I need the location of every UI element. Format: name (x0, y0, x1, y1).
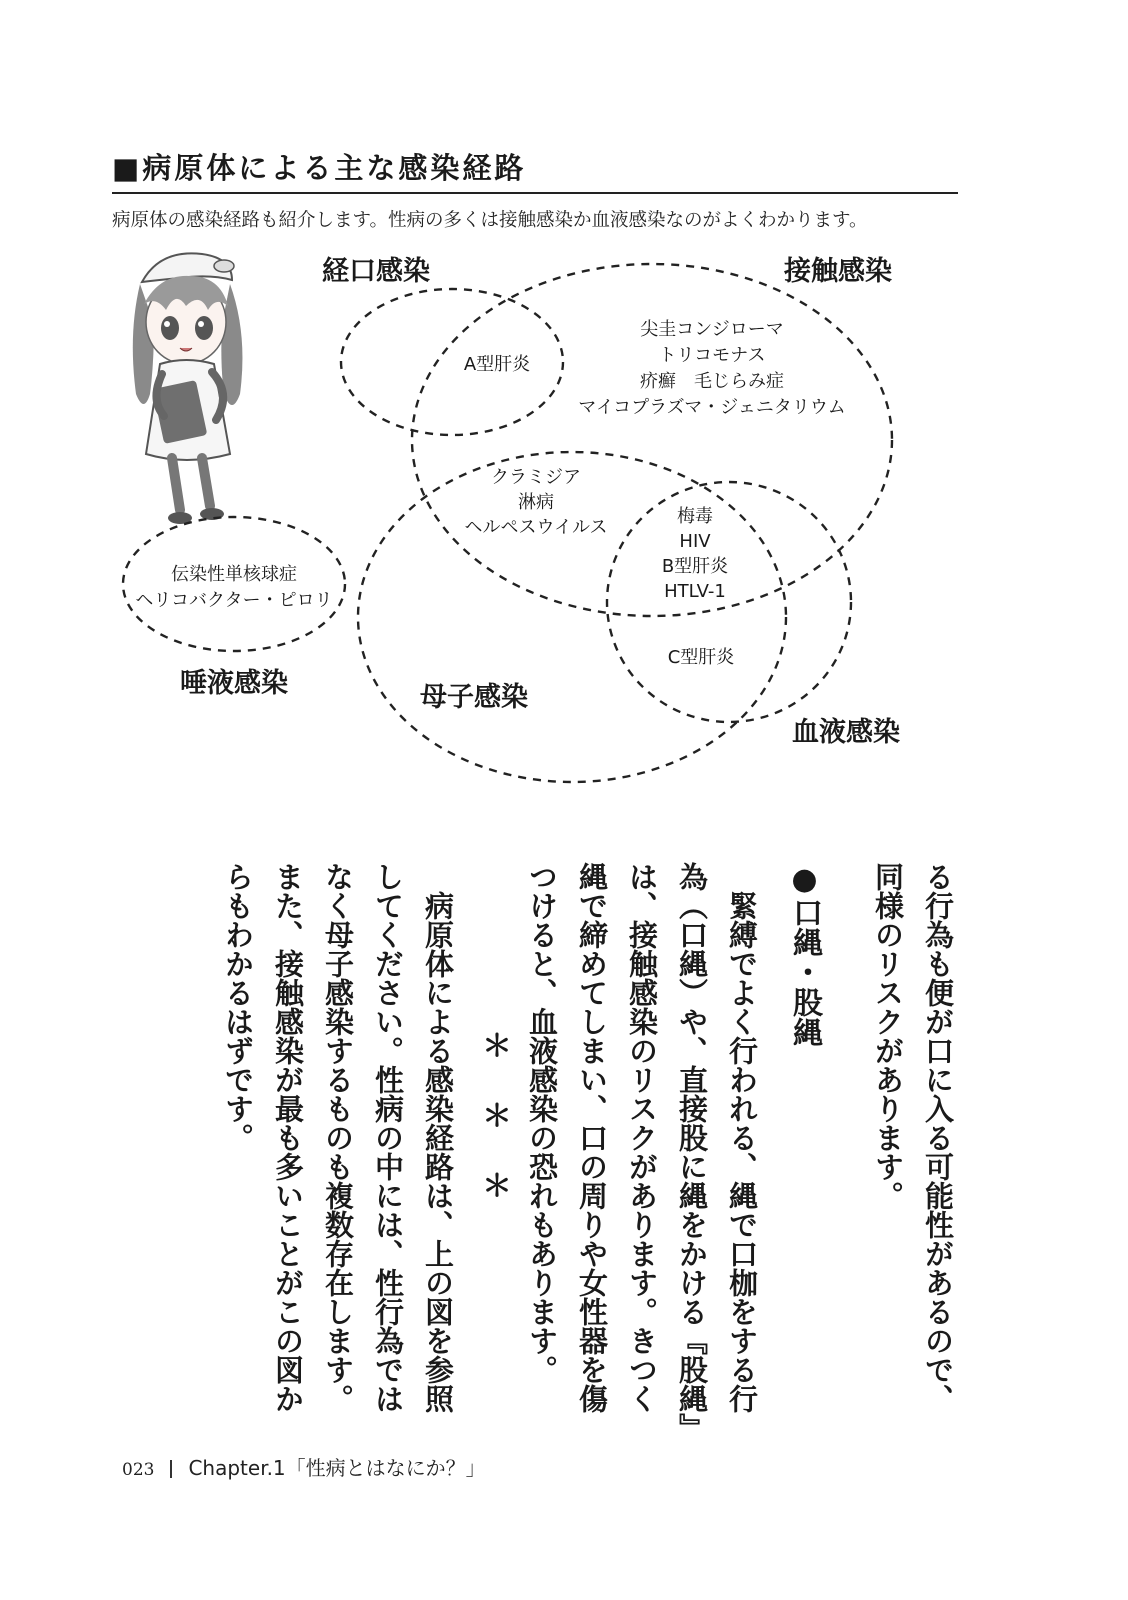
contact-route-circle (412, 264, 892, 616)
disease-label: B型肝炎 (661, 556, 729, 577)
disease-label: A型肝炎 (463, 354, 531, 375)
body-text-column: 縄で締めてしまい、口の周りや女性器を傷 (575, 862, 609, 1413)
route-label-blood: 血液感染 (792, 717, 900, 748)
disease-label: HIV (679, 531, 711, 552)
disease-label: 梅毒 (677, 506, 713, 527)
disease-label: HTLV-1 (664, 581, 726, 602)
disease-label: マイコプラズマ・ジェニタリウム (578, 397, 846, 418)
disease-label: ヘリコバクター・ピロリ (135, 590, 333, 611)
chapter-label: Chapter.1「性病とはなにか？」 (188, 1456, 486, 1480)
page-footer (122, 1452, 486, 1481)
body-text-column: なく母子感染するものも複数存在します。 (321, 862, 355, 1413)
disease-label: クラミジア (491, 467, 581, 488)
disease-label: C型肝炎 (667, 647, 735, 668)
body-text-column: してください。性病の中には、性行為では (371, 862, 405, 1413)
body-text-column: 緊縛でよく行われる、縄で口枷をする行 (725, 862, 759, 1413)
route-label-oral: 経口感染 (322, 256, 430, 287)
page-number: 023 (122, 1460, 155, 1480)
disease-label: 淋病 (518, 492, 554, 513)
body-text-column: る行為も便が口に入る可能性があるので、 (921, 862, 955, 1413)
section-title: ■病原体による主な感染経路 (112, 151, 527, 185)
blood-route-circle (607, 482, 851, 722)
body-text-column: 為（口縄）や、直接股に縄をかける『股縄』 (675, 862, 709, 1442)
body-text-column: らもわかるはずです。 (221, 862, 255, 1152)
section-subtitle: 病原体の感染経路も紹介します。性病の多くは接触感染か血液感染なのがよくわかります。 (112, 210, 868, 231)
body-text-column: は、接触感染のリスクがあります。きつく (625, 862, 659, 1413)
mother-child-route-circle (358, 452, 786, 782)
body-text-column: 病原体による感染経路は、上の図を参照 (421, 862, 455, 1413)
body-text-column: 同様のリスクがあります。 (871, 862, 905, 1210)
disease-label: 尖圭コンジローマ (640, 319, 784, 340)
route-label-mother-child: 母子感染 (420, 682, 528, 713)
subsection-heading: ●口縄・股縄 (787, 862, 822, 1047)
disease-label: ヘルペスウイルス (464, 517, 608, 538)
disease-label: 疥癬 毛じらみ症 (640, 371, 784, 392)
body-text-column: つけると、血液感染の恐れもあります。 (525, 862, 559, 1384)
footer-divider (170, 1460, 172, 1478)
route-label-contact: 接触感染 (784, 256, 892, 287)
section-separator: ＊＊＊ (476, 1030, 511, 1240)
disease-label: 伝染性単核球症 (171, 564, 297, 585)
route-label-saliva: 唾液感染 (180, 668, 288, 699)
disease-label: トリコモナス (658, 345, 766, 366)
body-text-column: また、接触感染が最も多いことがこの図か (271, 862, 305, 1413)
